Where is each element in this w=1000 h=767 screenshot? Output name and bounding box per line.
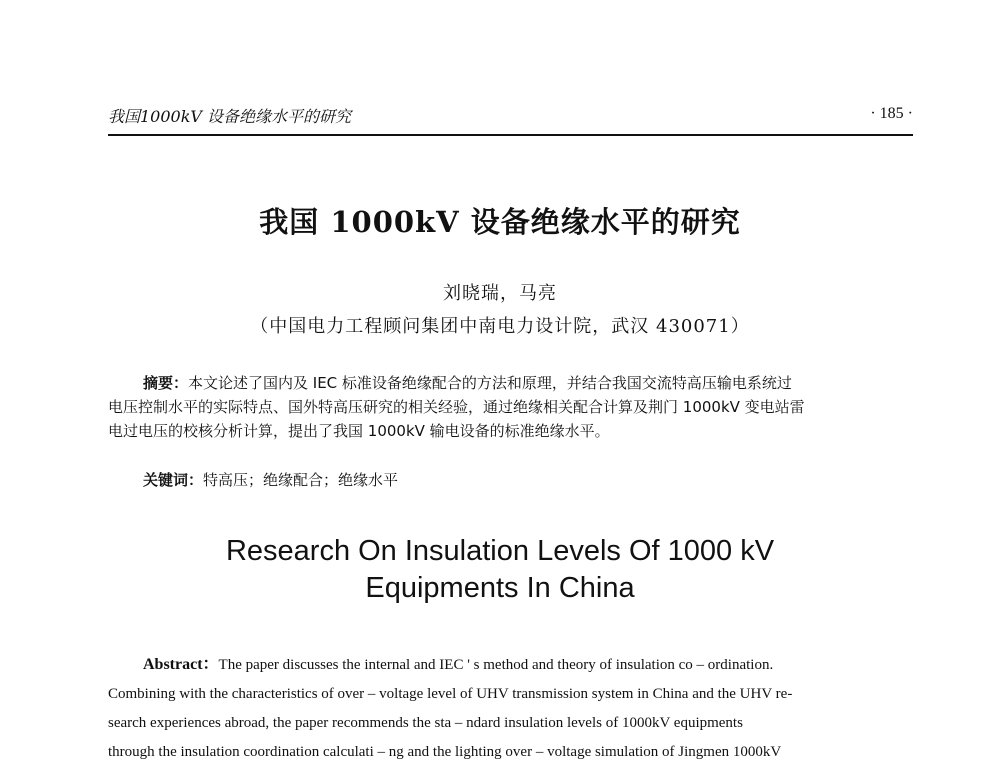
abstract-cn-line: 电过电压的校核分析计算，提出了我国 1000kV 输电设备的标准绝缘水平。 <box>108 422 610 440</box>
abstract-cn-line <box>108 371 914 395</box>
abstract-en-line <box>108 650 914 680</box>
abstract-en-text: The paper discusses the internal and IEC ' s method and theory of insulation co – ordination. <box>218 657 774 673</box>
title-en-line: Research On Insulation Levels Of 1000 kV <box>225 535 775 567</box>
abstract-en-label: Abstract： <box>143 656 219 673</box>
abstract-en-line: through the insulation coordination calculati – ng and the lighting over – voltage simulation of Jingmen 1000kV <box>108 744 782 760</box>
abstract-en-line: Combining with the characteristics of over – voltage level of UHV transmission system in China and the UHV re- <box>108 686 793 702</box>
keywords-cn-text: 特高压；绝缘配合；绝缘水平 <box>203 471 399 489</box>
author-list: 刘晓瑞，马亮 <box>443 283 557 304</box>
page-number: · 185 · <box>870 105 913 122</box>
running-header <box>108 100 913 136</box>
abstract-cn <box>108 371 914 443</box>
paper-title-en <box>0 533 1000 607</box>
running-title: 我国1000kV 设备绝缘水平的研究 <box>108 107 352 126</box>
abstract-cn-text: 本文论述了国内及 IEC 标准设备绝缘配合的方法和原理，并结合我国交流特高压输电系统过 <box>188 374 792 392</box>
abstract-cn-label: 摘要： <box>143 374 189 392</box>
keywords-cn-label: 关键词： <box>143 471 204 489</box>
author-affiliation: （中国电力工程顾问集团中南电力设计院，武汉 430071） <box>250 316 750 337</box>
paper-title-cn: 我国 1000kV 设备绝缘水平的研究 <box>259 205 741 239</box>
abstract-en <box>108 650 914 767</box>
title-en-line: Equipments In China <box>365 572 635 604</box>
abstract-cn-line: 电压控制水平的实际特点、国外特高压研究的相关经验，通过绝缘相关配合计算及荆门 1000kV 变电站雷 <box>108 398 805 416</box>
keywords-cn <box>143 469 398 490</box>
abstract-en-line: search experiences abroad, the paper recommends the sta – ndard insulation levels of 1000kV equipments <box>108 715 743 731</box>
